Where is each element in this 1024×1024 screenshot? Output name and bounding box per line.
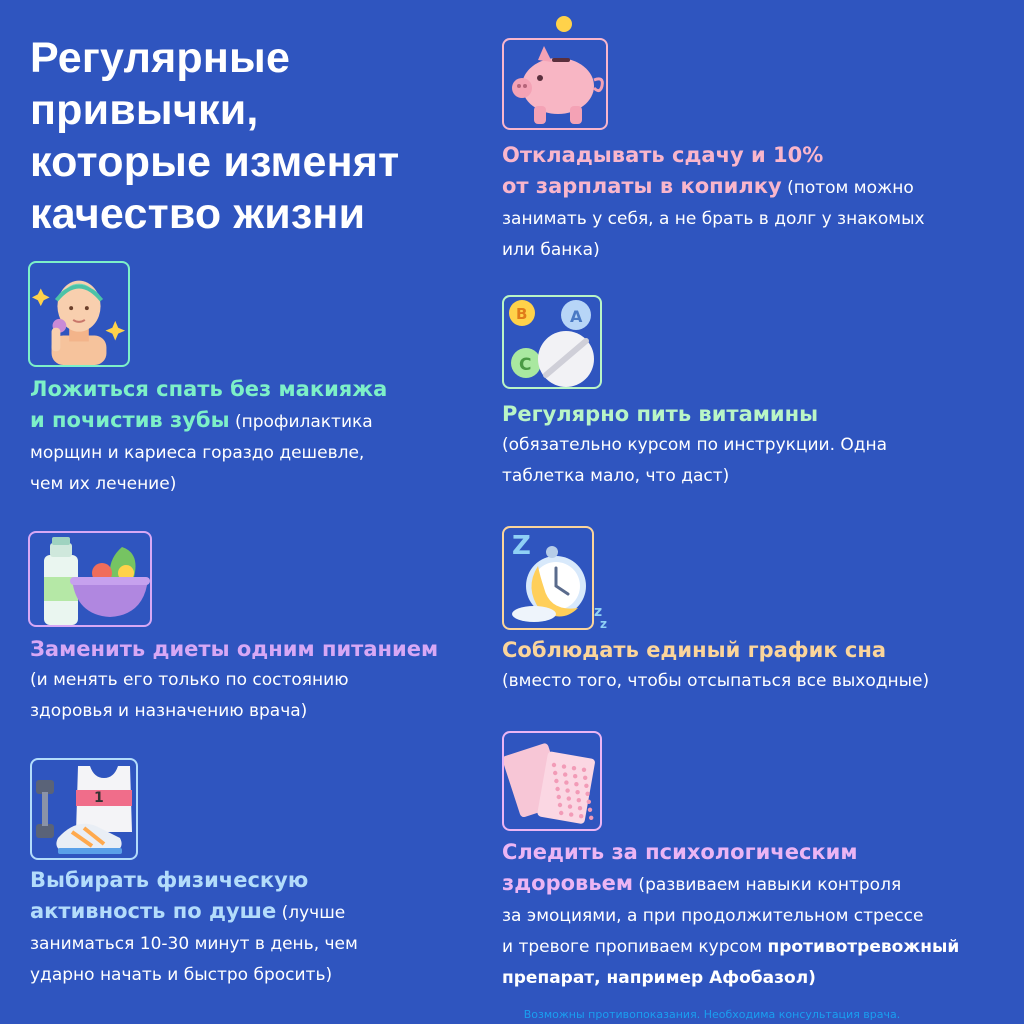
blister-pill [559, 811, 563, 815]
blister-pill [568, 804, 572, 808]
habit-note: таблетка мало, что даст) [502, 466, 730, 486]
blister-pill [582, 768, 586, 772]
habit-headline: Ложиться спать без макияжа [30, 377, 388, 401]
title-line: привычки, [30, 86, 259, 134]
blister-pill [569, 812, 573, 816]
pill-blister-icon [502, 731, 602, 831]
vitamins-icon [502, 295, 602, 389]
disclaimer: Возможны противопоказания. Необходима консультация врача. [523, 1008, 901, 1021]
habit-headline: Выбирать физическую [30, 868, 309, 892]
title-line: которые изменят [30, 138, 400, 186]
habit-note: морщин и кариеса гораздо дешевле, [30, 443, 365, 463]
title-line: качество жизни [30, 190, 366, 238]
piggy-bank-icon [502, 38, 608, 130]
habit-note: или банка) [502, 240, 600, 260]
blister-pill [583, 776, 587, 780]
svg-text:z: z [600, 617, 607, 631]
habit-headline: от зарплаты в копилку [502, 174, 782, 198]
vitamin-a: A [570, 307, 583, 326]
habit-note: чем их лечение) [30, 474, 177, 494]
habit-note: (профилактика [229, 412, 373, 432]
blister-pill [565, 788, 569, 792]
blister-pill [554, 779, 558, 783]
vitamin-b: B [516, 305, 528, 323]
blister-pill [588, 808, 592, 812]
blister-pill [579, 814, 583, 818]
habit-headline: Соблюдать единый график сна [502, 638, 887, 662]
habit-headline: и почистив зубы [30, 408, 230, 432]
svg-text:Z: Z [512, 531, 531, 561]
blister-pill [552, 763, 556, 767]
blister-pill [567, 796, 571, 800]
blister-pill [572, 766, 576, 770]
habit-nutrition [30, 634, 470, 727]
blister-pill [557, 795, 561, 799]
sleep-clock-icon [502, 526, 607, 631]
jersey-number: 1 [94, 790, 104, 806]
blister-pill [589, 816, 593, 820]
title-line: Регулярные [30, 34, 291, 82]
habit-note: (обязательно курсом по инструкции. Одна [502, 435, 888, 455]
healthy-food-icon [28, 531, 152, 627]
habit-note: (потом можно [781, 178, 914, 198]
habit-note: за эмоциями, а при продолжительном стрессе [502, 906, 924, 926]
habit-headline: Регулярно пить витамины [502, 402, 819, 426]
blister-pill [578, 806, 582, 810]
blister-pill [573, 774, 577, 778]
svg-text:z: z [594, 604, 603, 620]
habit-note-bold: противотревожный [767, 937, 960, 957]
blister-pill [564, 780, 568, 784]
habit-note: занимать у себя, а не брать в долг у знакомых [502, 209, 925, 229]
blister-pill [575, 790, 579, 794]
habit-note: ударно начать и быстро бросить) [30, 965, 333, 985]
vitamin-c: C [519, 355, 532, 375]
habit-headline: активность по душе [30, 899, 277, 923]
habit-headline: Следить за психологическим [502, 840, 858, 864]
blister-pill [585, 792, 589, 796]
habit-note: (и менять его только по состоянию [30, 670, 349, 690]
face-mask-icon [28, 261, 130, 367]
blister-pill [555, 787, 559, 791]
habit-note: заниматься 10-30 минут в день, чем [30, 934, 358, 954]
habit-note: и тревоге пропиваем курсом [502, 937, 768, 957]
blister-pill [584, 784, 588, 788]
blister-pill [563, 772, 567, 776]
habit-note: здоровья и назначению врача) [30, 701, 308, 721]
blister-pill [577, 798, 581, 802]
habit-headline: Откладывать сдачу и 10% [502, 143, 824, 167]
habit-headline: здоровьем [502, 871, 634, 895]
habit-note: (развиваем навыки контроля [633, 875, 902, 895]
habit-headline: Заменить диеты одним питанием [30, 637, 439, 661]
habit-note: (вместо того, чтобы отсыпаться все выходные) [502, 671, 930, 691]
blister-pill [553, 771, 557, 775]
blister-pill [587, 800, 591, 804]
page-title [30, 32, 470, 240]
blister-pill [558, 803, 562, 807]
habit-mental-health [502, 837, 1022, 994]
habit-sleep-clean [30, 374, 450, 500]
habit-note-bold: препарат, например Афобазол) [502, 968, 816, 988]
habit-note: (лучше [276, 903, 346, 923]
habit-savings [502, 140, 1002, 266]
habit-activity [30, 865, 470, 991]
blister-pill [574, 782, 578, 786]
blister-pill [562, 764, 566, 768]
habit-sleep-schedule [502, 635, 1002, 697]
sport-gear-icon [30, 758, 138, 860]
habit-vitamins [502, 399, 1002, 492]
